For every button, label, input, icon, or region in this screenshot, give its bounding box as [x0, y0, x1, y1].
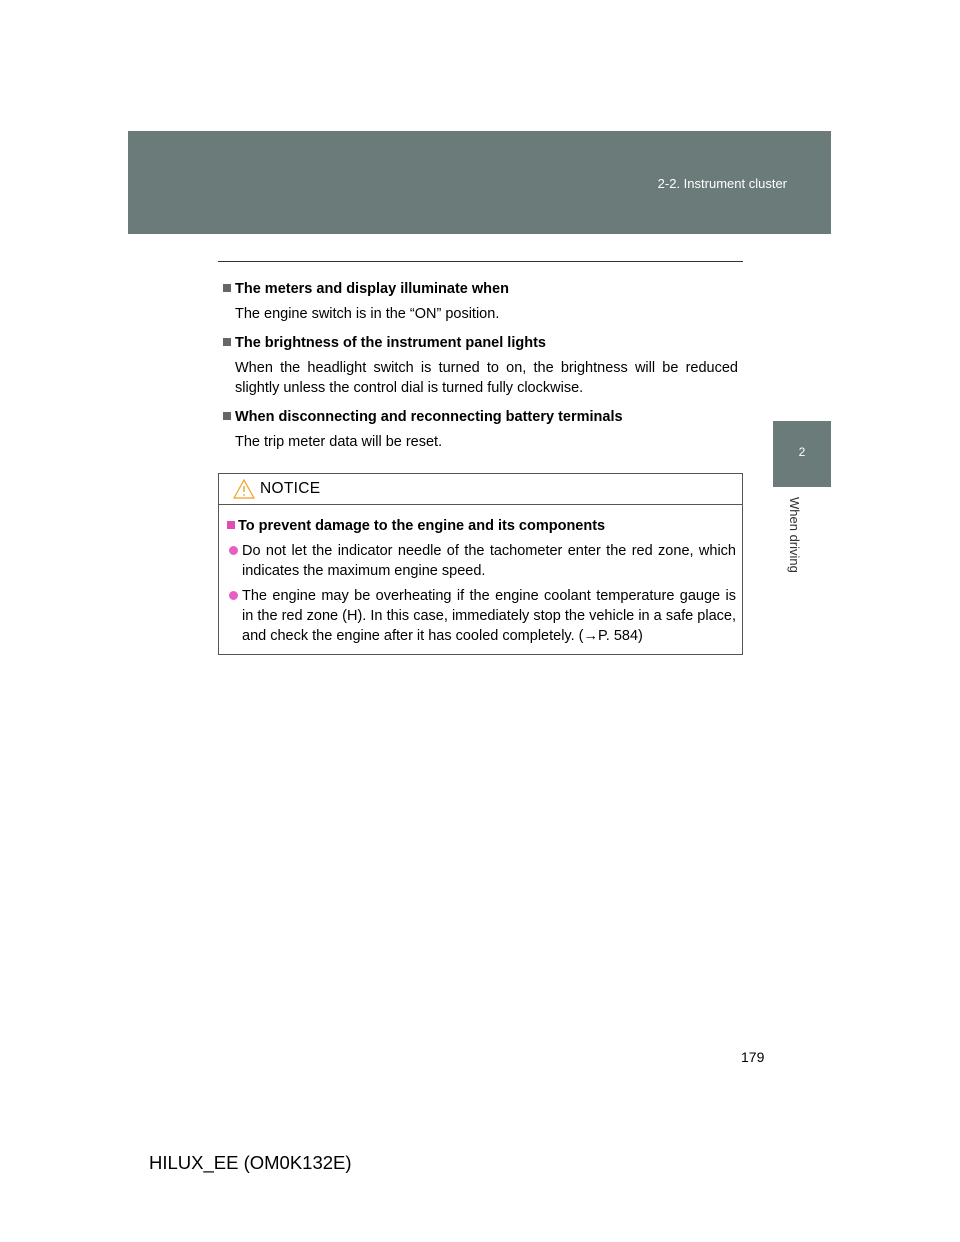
- notice-title: NOTICE: [260, 480, 321, 497]
- section-divider: [218, 261, 743, 262]
- notice-bullet: [225, 541, 736, 581]
- warning-triangle-icon: [233, 479, 255, 504]
- section-title: 2-2. Instrument cluster: [657, 176, 787, 191]
- notice-heading-text: To prevent damage to the engine and its components: [238, 518, 606, 534]
- header-band: [128, 131, 831, 234]
- notice-bullet-text: The engine may be overheating if the engine coolant temperature gauge is in the red zone (H). In this case, immediately stop the vehicle in a safe place, and check the engine after it has cooled completely. (→P. 584): [242, 588, 736, 644]
- chapter-label: When driving: [787, 497, 802, 573]
- notice-bullet-text: Do not let the indicator needle of the tachometer enter the red zone, which indicates the maximum engine speed.: [242, 543, 736, 579]
- item-heading: [218, 333, 738, 353]
- item-heading: [218, 279, 738, 299]
- square-bullet-icon: [223, 338, 231, 346]
- round-bullet-icon: [229, 546, 238, 555]
- notice-box: [218, 473, 743, 655]
- item-heading-text: The brightness of the instrument panel lights: [235, 335, 546, 351]
- square-bullet-icon: [227, 521, 235, 529]
- page-number: 179: [741, 1049, 765, 1065]
- round-bullet-icon: [229, 591, 238, 600]
- item-heading: [218, 407, 738, 427]
- square-bullet-icon: [223, 284, 231, 292]
- item-body: The trip meter data will be reset.: [235, 434, 443, 450]
- chapter-tab: [773, 421, 831, 487]
- notice-header: [219, 474, 742, 505]
- item-body: When the headlight switch is turned to on, the brightness will be reduced slightly unless the control dial is turned fully clockwise.: [235, 360, 738, 396]
- square-bullet-icon: [223, 412, 231, 420]
- item-heading-text: When disconnecting and reconnecting battery terminals: [235, 409, 623, 425]
- info-items: [218, 279, 738, 461]
- notice-heading: [225, 516, 736, 536]
- item-body: The engine switch is in the “ON” position.: [235, 306, 500, 322]
- item-heading-text: The meters and display illuminate when: [235, 281, 509, 297]
- document-code: HILUX_EE (OM0K132E): [149, 1152, 352, 1173]
- notice-bullet: [225, 586, 736, 646]
- chapter-number: 2: [798, 445, 806, 459]
- notice-body: [219, 505, 742, 646]
